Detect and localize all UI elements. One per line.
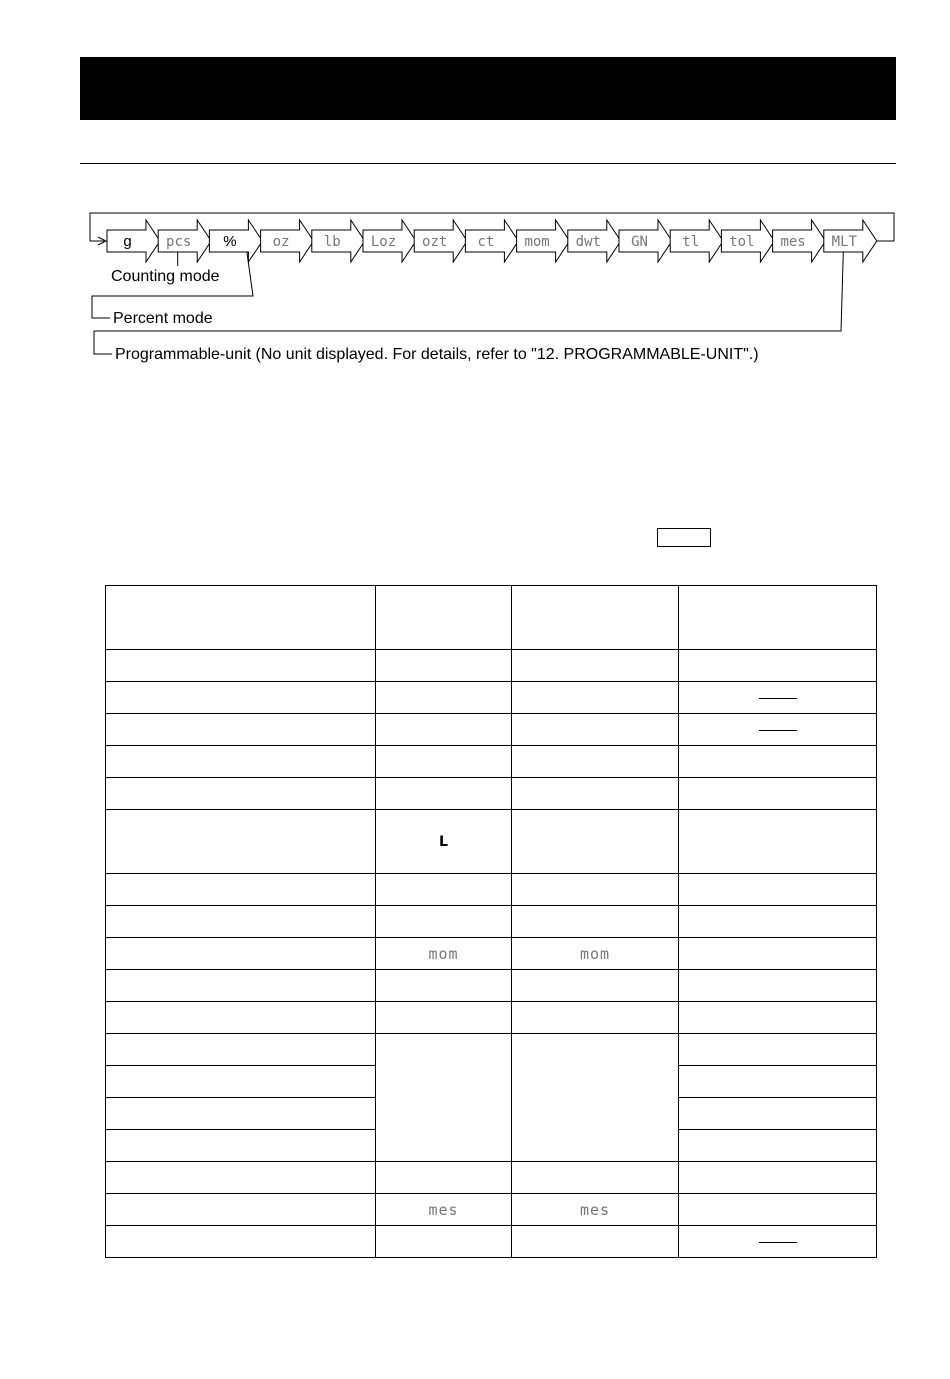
unit-table: [105, 585, 877, 1258]
unit-label: mom: [524, 234, 550, 250]
unit-arrow-mom: [517, 220, 570, 262]
table-row: [106, 746, 877, 778]
unit-arrow-tol: [721, 220, 774, 262]
unit-label: ct: [477, 234, 495, 250]
unit-arrow-dwt: [568, 220, 621, 262]
percent-mode-label: Percent mode: [113, 310, 213, 327]
unit-label: %: [223, 233, 237, 250]
unit-label: oz: [272, 234, 290, 250]
table-row: [106, 938, 877, 970]
unit-label: Loz: [370, 234, 397, 250]
table-row: [106, 1162, 877, 1194]
table-row: [106, 874, 877, 906]
merged-cell: [512, 1034, 679, 1162]
key-box: [657, 528, 711, 547]
table-row: [106, 1034, 877, 1066]
table-row: [106, 1226, 877, 1258]
unit-label: ozt: [422, 234, 448, 250]
table-row: [106, 970, 877, 1002]
table-row: [106, 650, 877, 682]
unit-arrow-oz: [261, 220, 314, 262]
unit-arrow-%: [209, 220, 262, 262]
unit-label: g: [123, 233, 132, 250]
table-row: [106, 1194, 877, 1226]
table-row: [106, 906, 877, 938]
dash-mark: [759, 1242, 797, 1243]
unit-arrow-ozt: [414, 220, 467, 262]
unit-label: tl: [682, 234, 700, 250]
unit-label: MLT: [831, 234, 857, 250]
programmable-unit-label: Programmable-unit (No unit displayed. For details, refer to "12. PROGRAMMABLE-UNIT".): [115, 346, 759, 363]
unit-arrow-mlt: [824, 220, 877, 262]
mes-display: mes: [579, 1200, 611, 1219]
unit-arrow-tl: [670, 220, 723, 262]
unit-label: mes: [780, 234, 806, 250]
table-row: [106, 778, 877, 810]
unit-arrow-loz: [363, 220, 416, 262]
loz-symbol: L: [439, 834, 448, 850]
unit-label: lb: [323, 234, 341, 250]
unit-arrow-ct: [465, 220, 518, 262]
unit-arrow-g: [107, 220, 160, 262]
unit-label: dwt: [575, 234, 601, 250]
table-row: [106, 714, 877, 746]
unit-arrow-gn: [619, 220, 672, 262]
dash-mark: [759, 698, 797, 699]
unit-label: tol: [729, 234, 755, 250]
dash-mark: [759, 730, 797, 731]
table-row: [106, 682, 877, 714]
table-row: [106, 810, 877, 874]
mes-symbol: mes: [428, 1200, 459, 1219]
unit-label: pcs: [166, 234, 192, 250]
table-header-row: [106, 586, 877, 650]
unit-arrow-pcs: [158, 220, 211, 262]
table-row: [106, 1002, 877, 1034]
counting-mode-label: Counting mode: [111, 268, 220, 285]
mom-display: mom: [579, 944, 611, 963]
merged-cell: [376, 1034, 512, 1162]
unit-arrow-mes: [773, 220, 826, 262]
unit-arrow-lb: [312, 220, 365, 262]
unit-label: GN: [631, 234, 648, 250]
mom-symbol: mom: [428, 944, 459, 963]
